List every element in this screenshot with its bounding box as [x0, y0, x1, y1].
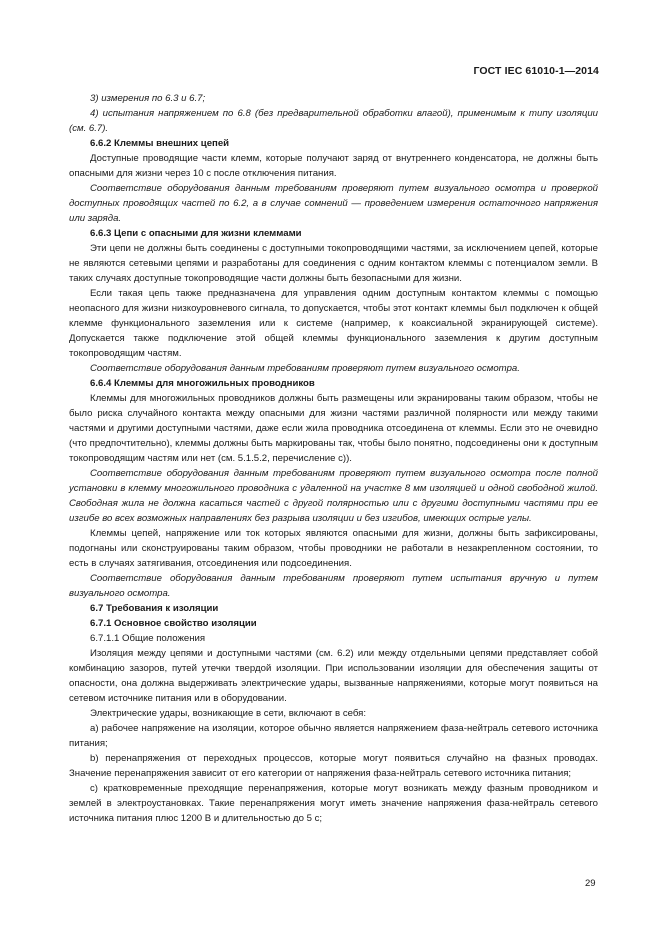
page-number: 29	[585, 878, 596, 889]
paragraph: Изоляция между цепями и доступными частями (см. 6.2) или между отдельными цепями представляет собой комбинацию зазоров, путей утечки твердой изоляции. При использовании изоляции для обеспечения защиты от опасности, она должна выдерживать электрические удары, вызванные напряжениями, которые могут появиться на сетевом источнике питания или в оборудовании.	[69, 648, 598, 704]
paragraph: Клеммы цепей, напряжение или ток которых являются опасными для жизни, должны быть зафиксированы, подогнаны или сконструированы таким образом, чтобы проводники не работали в незакрепленном состоянии, то есть в случаях затягивания, отсоединения или подсоединения.	[69, 528, 598, 569]
compliance-note: Соответствие оборудования данным требованиям проверяют путем визуального осмотра и проверкой доступных проводящих частей по 6.2, а в случае сомнений — проведением измерения остаточного напряжения или заряда.	[69, 183, 598, 224]
heading-6-7: 6.7 Требования к изоляции	[90, 603, 219, 614]
list-item-4: 4) испытания напряжением по 6.8 (без предварительной обработки влагой), применимым к типу изоляции (см. 6.7).	[69, 108, 598, 134]
list-item-c: c) кратковременные преходящие перенапряжения, которые могут возникать между фазным проводником и землей в электроустановках. Такие перенапряжения могут иметь значение напряжения фаза-нейтраль сетевого источника питания плюс 1200 В и длительностью до 5 с;	[69, 783, 598, 824]
list-item-a: a) рабочее напряжение на изоляции, которое обычно является напряжением фаза-нейтраль сетевого источника питания;	[69, 723, 598, 749]
paragraph: Доступные проводящие части клемм, которые получают заряд от внутреннего конденсатора, не должны быть опасными для жизни через 10 с после отключения питания.	[69, 153, 598, 179]
heading-6-6-2: 6.6.2 Клеммы внешних цепей	[90, 138, 230, 149]
standard-designation: ГОСТ IEC 61010-1—2014	[473, 65, 599, 77]
paragraph: Если такая цепь также предназначена для управления одним доступным контактом клеммы с помощью неопасного для жизни низкоуровневого сигнала, то допускается, чтобы этот контакт клеммы был подключен к общей клемме функционального заземления или к системе (например, к коаксиальной экранирующей системе). Допускается также подключение этой общей клеммы функционального заземления к другим доступным токопроводящим частям.	[69, 288, 598, 359]
heading-6-6-3: 6.6.3 Цепи с опасными для жизни клеммами	[90, 228, 302, 239]
compliance-note: Соответствие оборудования данным требованиям проверяют путем визуального осмотра после полной установки в клемму многожильного проводника с удаленной на участке 8 мм изоляцией и одной свободной жилой. Свободная жила не должна касаться частей с другой полярностью или с другими доступными частями при ее изгибе во всех возможных направлениях без разрыва изоляции и без изгибов, имеющих острые углы.	[69, 468, 598, 524]
list-item-b: b) перенапряжения от переходных процессов, которые могут появиться случайно на фазных проводах. Значение перенапряжения зависит от его категории от напряжения фаза-нейтраль сетевого источника питания;	[69, 753, 598, 779]
list-item-3: 3) измерения по 6.3 и 6.7;	[90, 93, 206, 104]
heading-6-7-1-1: 6.7.1.1 Общие положения	[90, 633, 206, 644]
compliance-note: Соответствие оборудования данным требованиям проверяют путем визуального осмотра.	[90, 363, 520, 374]
heading-6-7-1: 6.7.1 Основное свойство изоляции	[90, 618, 257, 629]
paragraph: Клеммы для многожильных проводников должны быть размещены или экранированы таким образом, чтобы не было риска случайного контакта между опасными для жизни частями различной полярности или между такими частями и другими доступными частями, даже если жила проводника отсоединена от клеммы. Если это не очевидно (что предпочтительно), клеммы должны быть маркированы так, чтобы было понятно, подсоединены они к доступным токопроводящим частям или нет (см. 5.1.5.2, перечисление с)).	[69, 393, 598, 464]
paragraph: Эти цепи не должны быть соединены с доступными токопроводящими частями, за исключением цепей, которые не являются сетевыми цепями и разработаны для соединения с одним контактом клеммы с потенциалом земли. В таких случаях доступные токопроводящие части должны быть безопасными для жизни.	[69, 243, 598, 284]
page-body	[69, 91, 598, 826]
compliance-note: Соответствие оборудования данным требованиям проверяют путем испытания вручную и путем визуального осмотра.	[69, 573, 598, 599]
paragraph: Электрические удары, возникающие в сети, включают в себя:	[90, 708, 366, 719]
heading-6-6-4: 6.6.4 Клеммы для многожильных проводников	[90, 378, 315, 389]
